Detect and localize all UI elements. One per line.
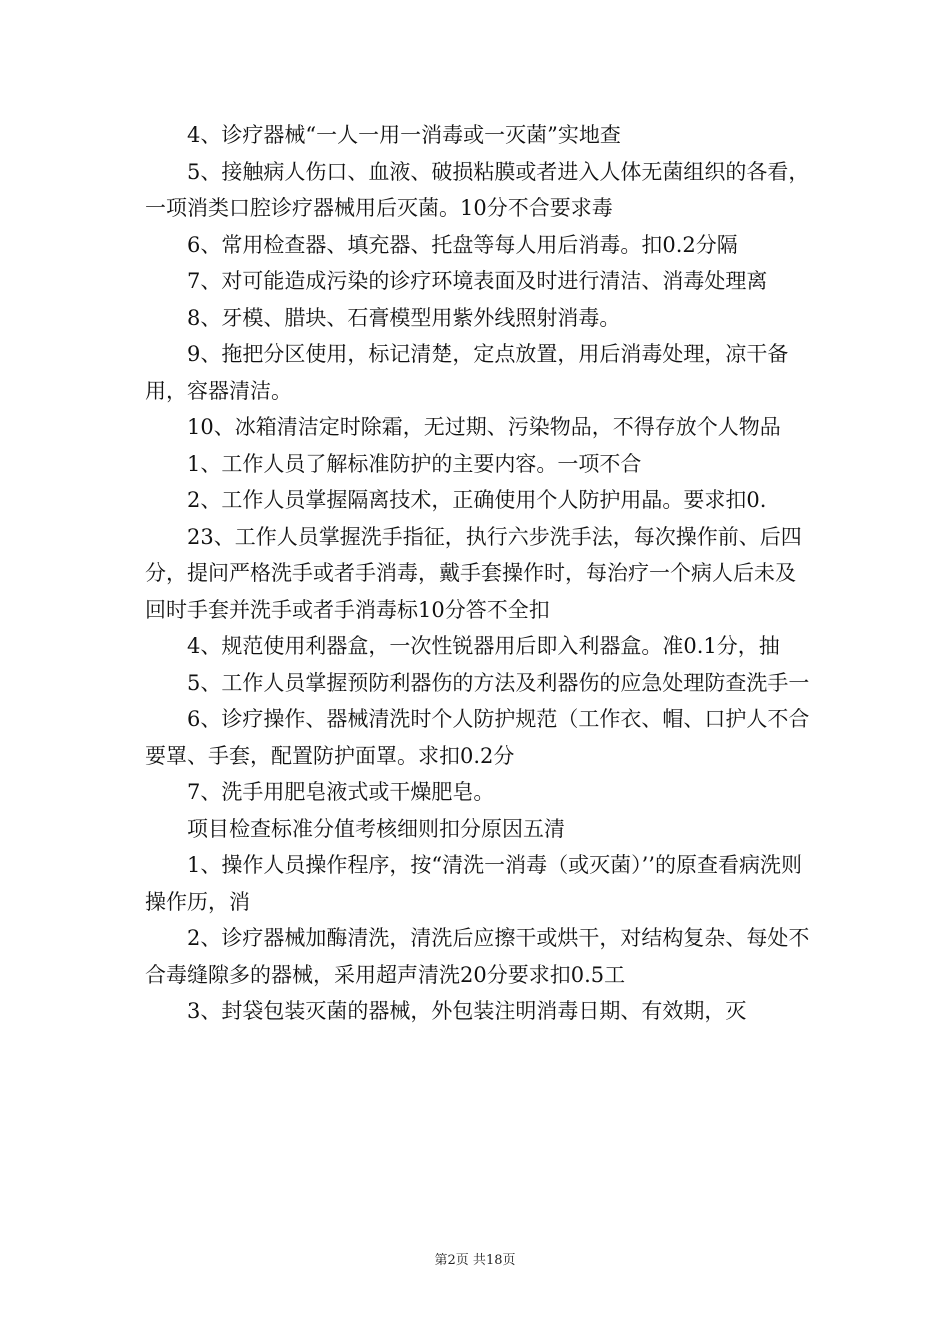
paragraph-12: 5、工作人员掌握预防利器伤的方法及利器伤的应急处理防查洗手一 — [187, 670, 810, 695]
paragraph-4: 7、对可能造成污染的诊疗环境表面及时进行清洁、消毒处理离 — [187, 269, 768, 293]
footer-total-pages: 18 — [485, 1253, 503, 1268]
paragraph-2: 5、接触病人伤口、血液、破损粘膜或者进入人体无菌组织的各看，一项消类口腔诊疗器械用后灭菌。10分不合要求毒 — [145, 159, 810, 220]
paragraph-17: 2、诊疗器械加酶清洗，清洗后应擦干或烘干，对结构复杂、每处不合毒缝隙多的器械，采用超声清洗20分要求扣0.5工 — [145, 926, 810, 987]
paragraph-8: 1、工作人员了解标准防护的主要内容。一项不合 — [187, 451, 642, 476]
paragraph-15: 项目检查标准分值考核细则扣分原因五清 — [187, 816, 565, 841]
footer-suffix: 页 — [502, 1253, 516, 1268]
paragraph-13: 6、诊疗操作、器械清洗时个人防护规范（工作衣、帽、口护人不合要罩、手套，配置防护面罩。求扣0.2分 — [145, 707, 810, 768]
paragraph-9: 2、工作人员掌握隔离技术，正确使用个人防护用晶。要求扣0. — [187, 488, 767, 512]
page-footer — [0, 1249, 950, 1268]
paragraph-3: 6、常用检查器、填充器、托盘等每人用后消毒。扣0.2分隔 — [187, 232, 738, 257]
paragraph-5: 8、牙模、腊块、石膏模型用紫外线照射消毒。 — [187, 305, 621, 330]
paragraph-1: 4、诊疗器械“一人一用一消毒或一灭菌”实地查 — [187, 123, 621, 147]
paragraph-6: 9、拖把分区使用，标记清楚，定点放置，用后消毒处理，凉干备用，容器清洁。 — [145, 342, 789, 403]
footer-middle: 页 共 — [455, 1253, 486, 1268]
paragraph-18: 3、封袋包装灭菌的器械，外包装注明消毒日期、有效期，灭 — [187, 999, 747, 1023]
footer-prefix: 第 — [434, 1253, 448, 1268]
paragraph-10: 23、工作人员掌握洗手指征，执行六步洗手法，每次操作前、后四分，提问严格洗手或者手消毒，戴手套操作时，每治疗一个病人后未及回时手套并洗手或者手消毒标10分答不全扣 — [145, 524, 802, 622]
paragraph-14: 7、洗手用肥皂液式或干燥肥皂。 — [187, 780, 495, 804]
paragraph-16: 1、操作人员操作程序，按“清洗一消毒（或灭菌）’’的原查看病洗则操作历，消 — [145, 853, 802, 914]
footer-current-page: 2 — [447, 1253, 456, 1268]
document-body — [145, 117, 815, 1030]
paragraph-11: 4、规范使用利器盒，一次性锐器用后即入利器盒。准0.1分，抽 — [187, 634, 780, 658]
paragraph-7: 10、冰箱清洁定时除霜，无过期、污染物品，不得存放个人物品 — [187, 415, 781, 439]
